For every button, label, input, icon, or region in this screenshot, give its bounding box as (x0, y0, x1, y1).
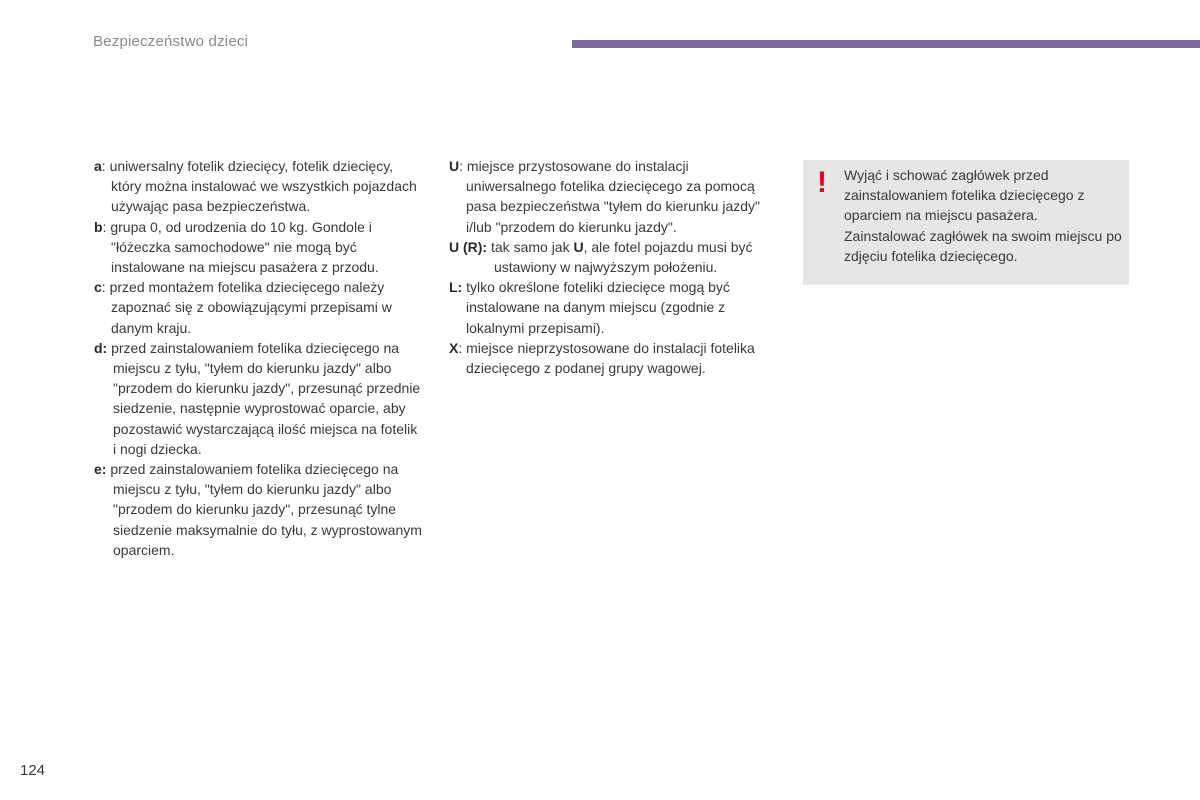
legend-entry-c (94, 277, 424, 338)
legend-text: przed zainstalowaniem fotelika dziecięcego na miejscu z tyłu, "tyłem do kierunku jazdy" albo "przodem do kierunku jazdy", przesunąć przednie siedzenie, następnie wyprostować oparcie, aby pozostawić wystarczającą ilość miejsca na fotelik i nogi dziecka. (111, 339, 421, 457)
legend-entry-l (449, 277, 779, 338)
legend-text: przed montażem fotelika dziecięcego należy zapoznać się z obowiązującymi przepisami w danym kraju. (109, 279, 392, 336)
legend-entry-x (449, 338, 779, 378)
legend-text: przed zainstalowaniem fotelika dziecięcego na miejscu z tyłu, "tyłem do kierunku jazdy" albo "przodem do kierunku jazdy", przesunąć tylne siedzenie maksymalnie do tyłu, z wyprostowanym oparciem. (110, 461, 422, 558)
legend-separator: : (459, 158, 467, 174)
legend-separator: : (101, 279, 110, 296)
legend-text: tak samo jak (491, 238, 574, 255)
legend-key: c (94, 279, 102, 296)
legend-key: b (94, 218, 103, 235)
legend-separator: : (101, 158, 110, 174)
legend-key: U (R): (449, 238, 488, 255)
legend-entry-a (94, 156, 424, 217)
legend-text: tylko określone foteliki dziecięce mogą być instalowane na danym miejscu (zgodnie z lokalnymi przepisami). (466, 279, 730, 336)
legend-key: U (449, 158, 460, 174)
legend-text: miejsce przystosowane do instalacji uniwersalnego fotelika dziecięcego za pomocą pasa bezpieczeństwa "tyłem do kierunku jazdy" i/lub "przodem do kierunku jazdy". (466, 158, 760, 235)
legend-text-after: , ale fotel pojazdu musi być ustawiony w najwyższym położeniu. (494, 238, 753, 276)
section-title: Bezpieczeństwo dzieci (93, 33, 249, 50)
legend-separator: : (458, 339, 467, 356)
legend-entry-e (94, 459, 424, 560)
legend-key: d: (94, 339, 108, 356)
legend-entry-b (94, 217, 424, 278)
legend-separator: : (102, 218, 111, 235)
legend-entry-ur (449, 237, 779, 277)
legend-column-2 (449, 156, 779, 378)
warning-exclamation-icon: ! (817, 166, 827, 199)
legend-text: grupa 0, od urodzenia do 10 kg. Gondole i "łóżeczka samochodowe" nie mogą być instalowane na miejscu pasażera z przodu. (110, 218, 379, 276)
legend-key: e: (94, 461, 107, 478)
header-accent-bar (572, 40, 1200, 48)
warning-text: Wyjąć i schować zagłówek przed zainstalowaniem fotelika dziecięcego z oparciem na miejscu pasażera. Zainstalować zagłówek na swoim miejscu po zdjęciu fotelika dziecięcego. (844, 167, 1122, 264)
legend-entry-d (94, 338, 424, 459)
legend-column-1 (94, 156, 424, 560)
legend-key: X (449, 339, 459, 356)
legend-inline-key: U (573, 238, 584, 255)
page-number: 124 (20, 762, 46, 779)
legend-key: L: (449, 279, 463, 296)
legend-entry-u (449, 156, 779, 237)
warning-box (803, 160, 1129, 285)
legend-key: a (94, 158, 102, 174)
legend-text: miejsce nieprzystosowane do instalacji fotelika dziecięcego z podanej grupy wagowej. (466, 339, 755, 377)
legend-text: uniwersalny fotelik dziecięcy, fotelik dziecięcy, który można instalować we wszystkich pojazdach używając pasa bezpieczeństwa. (109, 158, 417, 215)
